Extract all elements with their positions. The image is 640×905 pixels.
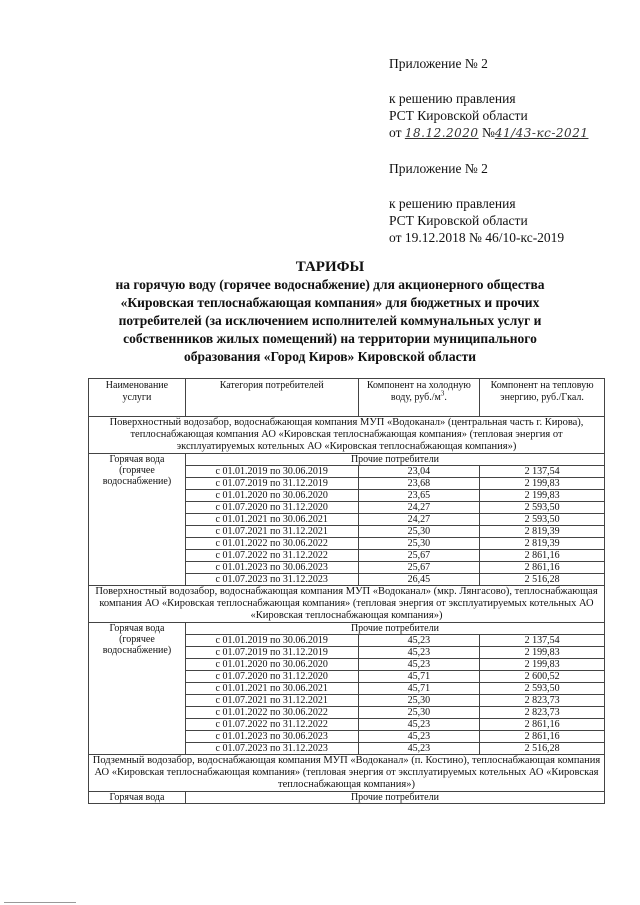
heat-cell: 2 819,39 xyxy=(480,538,605,550)
footer-rule xyxy=(4,902,76,903)
document-title: ТАРИФЫ xyxy=(295,259,365,275)
consumer-category: Прочие потребители xyxy=(185,792,604,804)
heat-cell: 2 819,39 xyxy=(480,526,605,538)
date-prefix: от xyxy=(389,125,405,140)
number-prefix: № xyxy=(478,125,495,140)
cold-water-cell: 25,67 xyxy=(358,550,480,562)
table-header-row xyxy=(89,379,605,417)
heat-cell: 2 137,54 xyxy=(480,466,605,478)
appendix-decision-line: к решению правления xyxy=(389,91,516,106)
period-cell: с 01.01.2023 по 30.06.2023 xyxy=(185,562,358,574)
appendix-current-block xyxy=(389,55,588,142)
heat-cell: 2 199,83 xyxy=(480,490,605,502)
cold-water-cell: 26,45 xyxy=(358,574,480,586)
heat-cell: 2 600,52 xyxy=(480,671,605,683)
appendix-decision-line: к решению правления xyxy=(389,196,516,211)
document-subtitle: на горячую воду (горячее водоснабжение) для акционерного общества «Кировская теплоснабжающая компания» для бюджетных и прочих потребителей (за исключением исполнителей коммунальных услуг и собственников жилых помещений) на территории муниципального образования «Город Киров» Кировской области xyxy=(115,277,545,364)
heat-cell: 2 137,54 xyxy=(480,635,605,647)
cold-water-cell: 25,30 xyxy=(358,526,480,538)
cold-water-cell: 23,68 xyxy=(358,478,480,490)
section-description: Подземный водозабор, водоснабжающая компания МУП «Водоканал» (п. Костино), теплоснабжающая компания АО «Кировская теплоснабжающая компания» (тепловая энергия от эксплуатируемых котельных АО «Кировская теплоснабжающая компания») xyxy=(89,755,605,792)
cold-water-cell: 45,23 xyxy=(358,743,480,755)
appendix-title: Приложение № 2 xyxy=(389,161,488,176)
heat-cell: 2 516,28 xyxy=(480,574,605,586)
period-cell: с 01.01.2021 по 30.06.2021 xyxy=(185,683,358,695)
heat-cell: 2 823,73 xyxy=(480,695,605,707)
period-cell: с 01.07.2019 по 31.12.2019 xyxy=(185,478,358,490)
suffix: . xyxy=(444,391,447,403)
cold-water-cell: 23,04 xyxy=(358,466,480,478)
category-row xyxy=(89,623,605,635)
period-cell: с 01.01.2020 по 30.06.2020 xyxy=(185,490,358,502)
period-cell: с 01.07.2022 по 31.12.2022 xyxy=(185,719,358,731)
period-cell: с 01.01.2022 по 30.06.2022 xyxy=(185,538,358,550)
cold-water-cell: 25,30 xyxy=(358,707,480,719)
cold-water-cell: 45,23 xyxy=(358,635,480,647)
cold-water-cell: 25,30 xyxy=(358,538,480,550)
cold-water-cell: 25,67 xyxy=(358,562,480,574)
handwritten-number: 41/43-кс-2021 xyxy=(494,126,589,140)
appendix-authority-line: РСТ Кировской области xyxy=(389,213,528,228)
period-cell: с 01.01.2021 по 30.06.2021 xyxy=(185,514,358,526)
section-row xyxy=(89,417,605,454)
period-cell: с 01.01.2022 по 30.06.2022 xyxy=(185,707,358,719)
period-cell: с 01.07.2019 по 31.12.2019 xyxy=(185,647,358,659)
heat-cell: 2 593,50 xyxy=(480,502,605,514)
heat-cell: 2 861,16 xyxy=(480,562,605,574)
heat-cell: 2 516,28 xyxy=(480,743,605,755)
heat-cell: 2 199,83 xyxy=(480,478,605,490)
cold-water-cell: 25,30 xyxy=(358,695,480,707)
cold-water-cell: 45,23 xyxy=(358,731,480,743)
appendix-date-number-line xyxy=(389,124,588,142)
header-cold-water xyxy=(358,379,480,417)
section-description: Поверхностный водозабор, водоснабжающая компания МУП «Водоканал» (центральная часть г. Кирова), теплоснабжающая компания АО «Кировская теплоснабжающая компания» (тепловая энергия от эксплуатируемых котельных АО «Кировская теплоснабжающая компания») xyxy=(89,417,605,454)
period-cell: с 01.01.2019 по 30.06.2019 xyxy=(185,635,358,647)
cold-water-cell: 24,27 xyxy=(358,514,480,526)
heat-cell: 2 199,83 xyxy=(480,659,605,671)
section-row xyxy=(89,586,605,623)
appendix-title: Приложение № 2 xyxy=(389,56,488,71)
header-heat: Компонент на тепловую энергию, руб./Гкал. xyxy=(480,379,605,417)
heat-cell: 2 861,16 xyxy=(480,731,605,743)
heat-cell: 2 593,50 xyxy=(480,514,605,526)
appendix-original-block xyxy=(389,160,564,246)
category-row xyxy=(89,792,605,804)
cold-water-cell: 45,23 xyxy=(358,647,480,659)
header-category: Категория потребителей xyxy=(185,379,358,417)
heat-cell: 2 593,50 xyxy=(480,683,605,695)
header-cold-water-label: Компонент на холодную воду, руб./м xyxy=(366,380,471,403)
period-cell: с 01.07.2020 по 31.12.2020 xyxy=(185,671,358,683)
cold-water-cell: 45,71 xyxy=(358,683,480,695)
period-cell: с 01.07.2021 по 31.12.2021 xyxy=(185,526,358,538)
section-description: Поверхностный водозабор, водоснабжающая компания МУП «Водоканал» (мкр. Лянгасово), теплоснабжающая компания АО «Кировская теплоснабжающая компания» (тепловая энергия от эксплуатируемых котельных АО «Кировская теплоснабжающая компания») xyxy=(89,586,605,623)
period-cell: с 01.07.2023 по 31.12.2023 xyxy=(185,574,358,586)
heat-cell: 2 861,16 xyxy=(480,719,605,731)
period-cell: с 01.01.2023 по 30.06.2023 xyxy=(185,731,358,743)
category-row xyxy=(89,454,605,466)
service-name: Горячая вода xyxy=(89,792,186,804)
heat-cell: 2 861,16 xyxy=(480,550,605,562)
handwritten-date: 18.12.2020 xyxy=(404,126,479,140)
document-heading xyxy=(90,258,570,366)
service-name: Горячая вода (горячее водоснабжение) xyxy=(89,454,186,586)
period-cell: с 01.01.2019 по 30.06.2019 xyxy=(185,466,358,478)
period-cell: с 01.07.2021 по 31.12.2021 xyxy=(185,695,358,707)
consumer-category: Прочие потребители xyxy=(185,454,604,466)
cold-water-cell: 24,27 xyxy=(358,502,480,514)
heat-cell: 2 823,73 xyxy=(480,707,605,719)
period-cell: с 01.01.2020 по 30.06.2020 xyxy=(185,659,358,671)
cold-water-cell: 45,23 xyxy=(358,659,480,671)
header-service: Наименование услуги xyxy=(89,379,186,417)
appendix-date-number-line: от 19.12.2018 № 46/10-кс-2019 xyxy=(389,230,565,245)
cold-water-cell: 45,23 xyxy=(358,719,480,731)
period-cell: с 01.07.2020 по 31.12.2020 xyxy=(185,502,358,514)
service-name: Горячая вода (горячее водоснабжение) xyxy=(89,623,186,755)
cold-water-cell: 23,65 xyxy=(358,490,480,502)
appendix-authority-line: РСТ Кировской области xyxy=(389,108,528,123)
superscript: 3 xyxy=(440,389,445,398)
tariff-table xyxy=(88,378,605,804)
section-row xyxy=(89,755,605,792)
heat-cell: 2 199,83 xyxy=(480,647,605,659)
consumer-category: Прочие потребители xyxy=(185,623,604,635)
cold-water-cell: 45,71 xyxy=(358,671,480,683)
period-cell: с 01.07.2022 по 31.12.2022 xyxy=(185,550,358,562)
period-cell: с 01.07.2023 по 31.12.2023 xyxy=(185,743,358,755)
